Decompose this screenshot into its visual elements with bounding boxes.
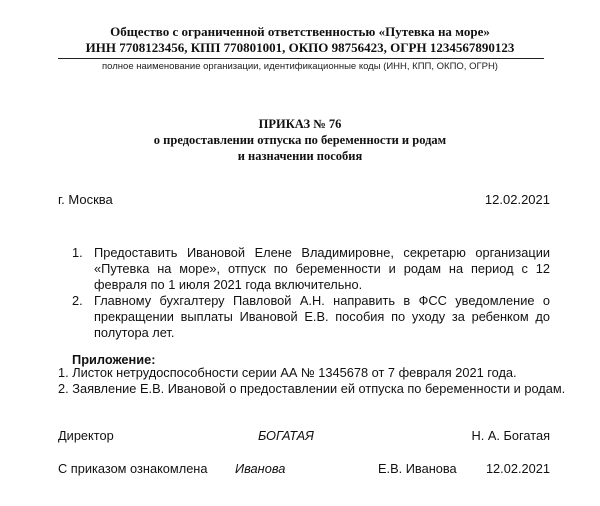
organization-codes: ИНН 7708123456, КПП 770801001, ОКПО 98756423, ОГРН 1234567890123 [85,40,515,55]
order-subtitle-line2: и назначении пособия [237,149,363,163]
appendix-item: 1. Листок нетрудоспособности серии АА № 1345678 от 7 февраля 2021 года. [58,365,517,380]
header-caption: полное наименование организации, идентификационные коды (ИНН, КПП, ОКПО, ОГРН) [102,61,498,72]
order-item-number: 2. [72,293,83,308]
director-name: Н. А. Богатая [471,428,550,443]
header-divider [58,58,544,59]
order-subtitle-line1: о предоставлении отпуска по беременности и родам [153,133,447,147]
order-item-text: Главному бухгалтеру Павловой А.Н. направить в ФСС уведомление о прекращении выплаты Ивановой Е.В. пособия по уходу за ребенком до полутора лет. [94,293,550,340]
acknowledgement-label: С приказом ознакомлена [58,461,208,476]
director-signature: БОГАТАЯ [258,428,314,443]
order-item-text: Предоставить Ивановой Елене Владимировне, секретарю организации «Путевка на море», отпуск по беременности и родам на период с 12 февраля по 1 июля 2021 года включительно. [94,245,550,292]
order-item-number: 1. [72,245,83,260]
appendix-title: Приложение: [72,352,156,367]
order-item [72,245,550,293]
employee-name: Е.В. Иванова [378,461,457,476]
order-date: 12.02.2021 [484,192,550,207]
order-title: ПРИКАЗ № 76 [258,117,342,131]
appendix-item: 2. Заявление Е.В. Ивановой о предоставлении ей отпуска по беременности и родам. [58,381,566,396]
organization-name: Общество с ограниченной ответственностью «Путевка на море» [110,24,490,39]
director-position: Директор [58,428,114,443]
city: г. Москва [58,192,113,207]
acknowledgement-date: 12.02.2021 [485,461,550,476]
employee-signature: Иванова [235,461,286,476]
order-item [72,293,550,341]
